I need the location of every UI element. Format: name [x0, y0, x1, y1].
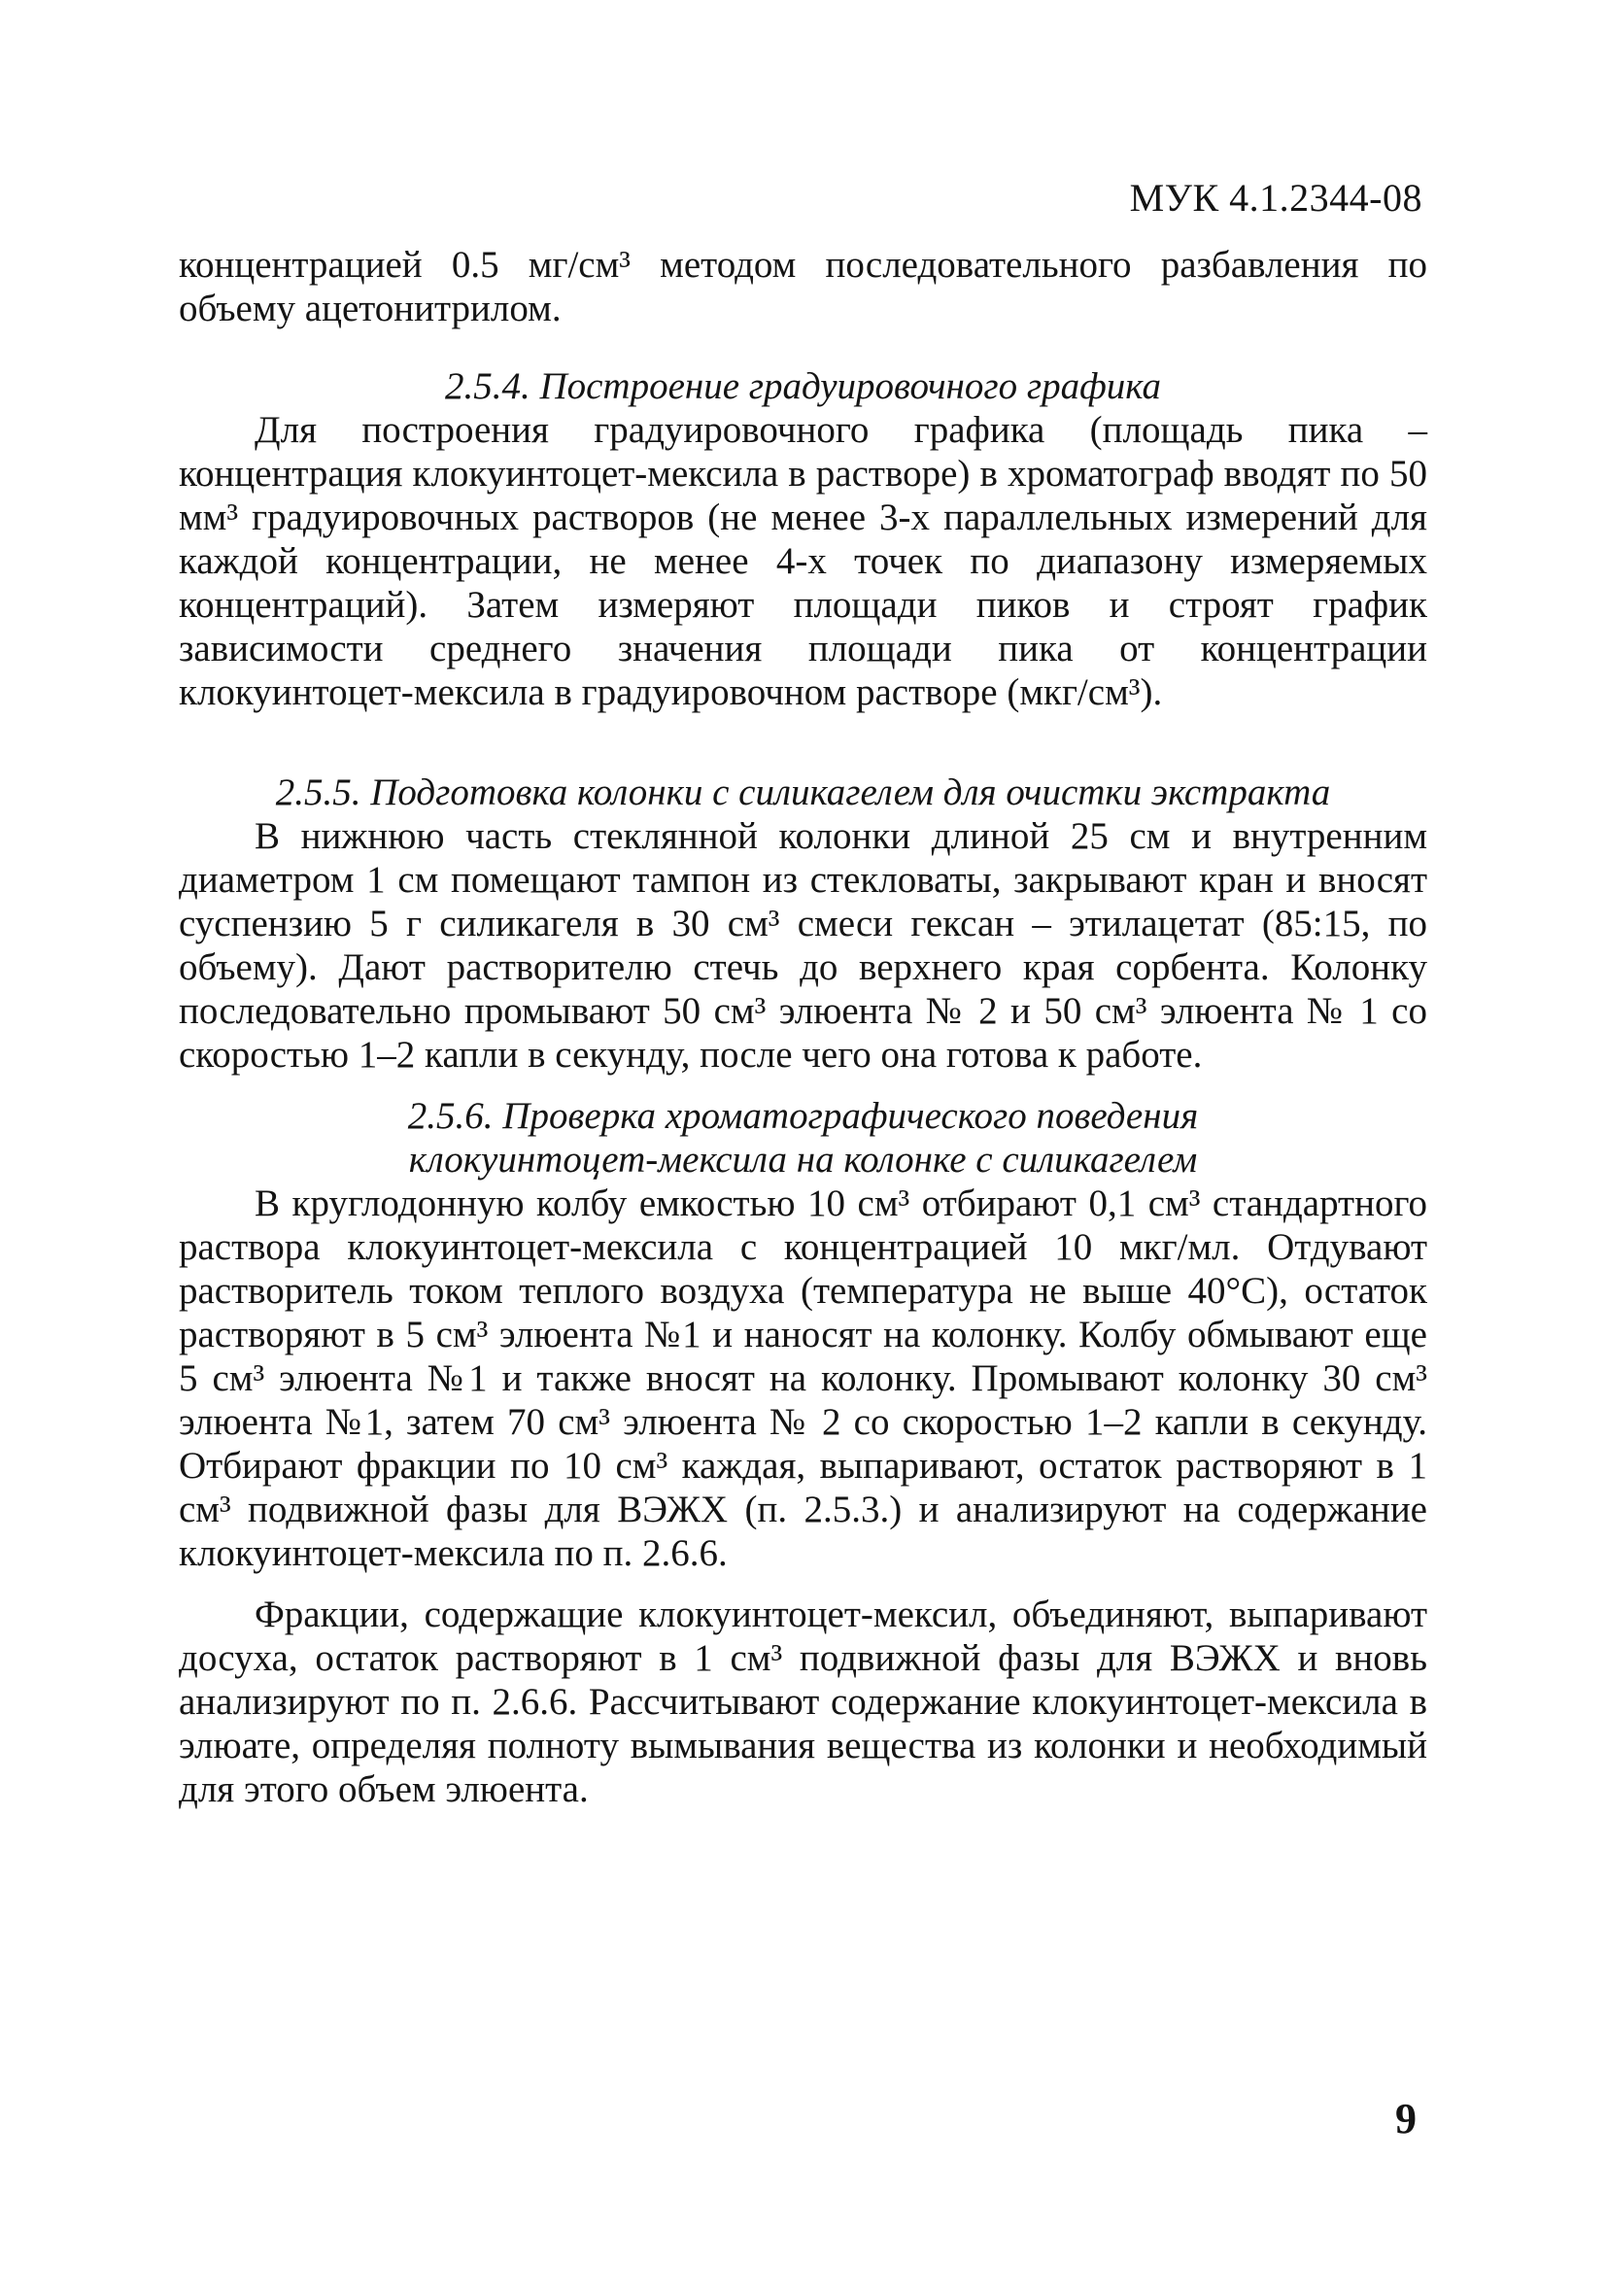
section-2-5-6-paragraph-2: Фракции, содержащие клокуинтоцет-мексил, объединяют, выпаривают досуха, остаток растворяют в 1 см³ подвижной фазы для ВЭЖХ и вновь анализируют по п. 2.6.6. Рассчитывают содержание клокуинтоцет-мексила в элюате, определяя полноту вымывания вещества из колонки и необходимый для этого объем элюента. [179, 1593, 1427, 1810]
section-2-5-4-paragraph: Для построения градуировочного графика (площадь пика – концентрация клокуинтоцет-мексила в растворе) в хроматограф вводят по 50 мм³ градуировочных растворов (не менее 3-х параллельных измерений для каждой концентрации, не менее 4-х точек по диапазону измеряемых концентраций). Затем измеряют площади пиков и строят график зависимости среднего значения площади пика от концентрации клокуинтоцет-мексила в градуировочном растворе (мкг/см³). [179, 409, 1427, 713]
section-2-5-6-heading-line1: 2.5.6. Проверка хроматографического поведения [407, 1095, 1199, 1137]
section-2-5-6-heading-line2: клокуинтоцет-мексила на колонке с силикагелем [408, 1139, 1198, 1181]
section-2-5-4-heading: 2.5.4. Построение градуировочного графика [444, 365, 1162, 407]
section-2-5-5-paragraph: В нижнюю часть стеклянной колонки длиной 25 см и внутренним диаметром 1 см помещают тампон из стекловаты, закрывают кран и вносят суспензию 5 г силикагеля в 30 см³ смеси гексан – этилацетат (85:15, по объему). Дают растворителю стечь до верхнего края сорбента. Колонку последовательно промывают 50 см³ элюента № 2 и 50 см³ элюента № 1 со скоростью 1–2 капли в секунду, после чего она готова к работе. [179, 815, 1427, 1076]
section-2-5-5-heading: 2.5.5. Подготовка колонки с силикагелем для очистки экстракта [275, 771, 1331, 813]
page-content [179, 243, 1427, 1811]
intro-paragraph: концентрацией 0.5 мг/см³ методом последовательного разбавления по объему ацетонитрилом. [179, 244, 1427, 329]
document-code-header: МУК 4.1.2344-08 [1129, 176, 1422, 220]
page-number: 9 [1395, 2095, 1417, 2142]
section-2-5-6-paragraph-1: В круглодонную колбу емкостью 10 см³ отбирают 0,1 см³ стандартного раствора клокуинтоцет-мексила с концентрацией 10 мкг/мл. Отдувают растворитель током теплого воздуха (температура не выше 40°С), остаток растворяют в 5 см³ элюента №1 и наносят на колонку. Колбу обмывают еще 5 см³ элюента №1 и также вносят на колонку. Промывают колонку 30 см³ элюента №1, затем 70 см³ элюента № 2 со скоростью 1–2 капли в секунду. Отбирают фракции по 10 см³ каждая, выпаривают, остаток растворяют в 1 см³ подвижной фазы для ВЭЖХ (п. 2.5.3.) и анализируют на содержание клокуинтоцет-мексила по п. 2.6.6. [179, 1182, 1427, 1574]
